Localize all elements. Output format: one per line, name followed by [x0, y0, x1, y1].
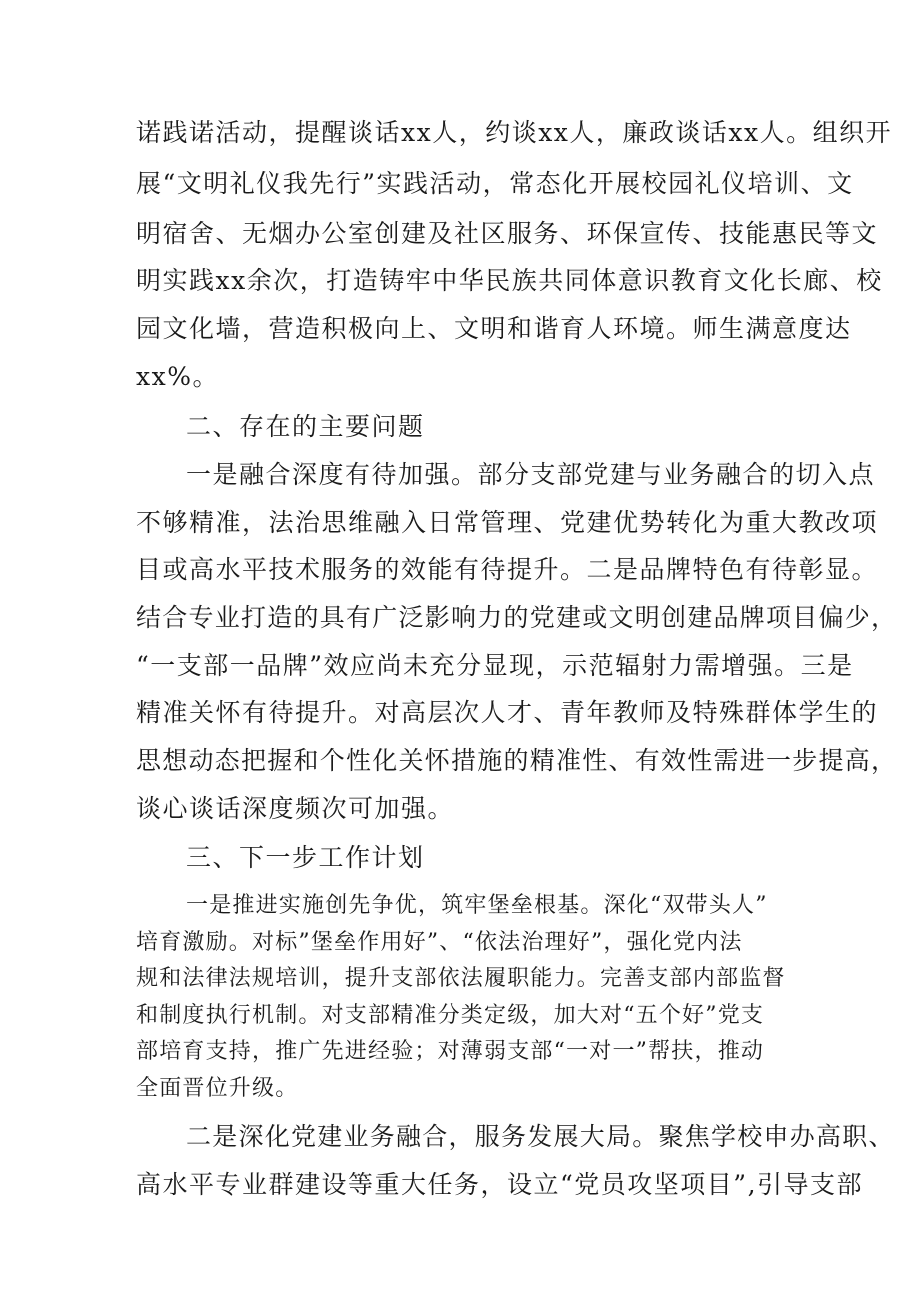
- section-heading-problems: 二、存在的主要问题: [186, 412, 425, 441]
- section-heading-next-steps: 三、下一步工作计划: [186, 843, 425, 872]
- text-line: 一是推进实施创先争优，筑牢堡垒根基。深化“双带头人”: [186, 893, 768, 918]
- text-line: 目或高水平技术服务的效能有待提升。二是品牌特色有待彰显。: [136, 555, 879, 584]
- text-line: 培育激励。对标”堡垒作用好”、“依法治理好”，强化党内法: [136, 930, 743, 955]
- text-line: 部培育支持，推广先进经验；对薄弱支部“一对一”帮扶，推动: [136, 1039, 765, 1064]
- text-line: 精准关怀有待提升。对高层次人才、青年教师及特殊群体学生的: [136, 698, 879, 727]
- text-line: 和制度执行机制。对支部精准分类定级，加大对“五个好”党支: [136, 1003, 765, 1028]
- text-line: 谈心谈话深度频次可加强。: [136, 794, 455, 823]
- text-line: 展“文明礼仪我先行”实践活动，常态化开展校园礼仪培训、文: [136, 169, 854, 198]
- text-line: 二是深化党建业务融合，服务发展大局。聚焦学校申办高职、: [186, 1122, 895, 1151]
- text-line: 高水平专业群建设等重大任务，设立“党员攻坚项目”,引导支部: [136, 1170, 864, 1199]
- text-line: 全面晋位升级。: [136, 1076, 299, 1101]
- text-line: 结合专业打造的具有广泛影响力的党建或文明创建品牌项目偏少，: [136, 603, 898, 632]
- text-line: 园文化墙，营造积极向上、文明和谐育人环境。师生满意度达: [136, 314, 852, 343]
- text-line: 不够精准，法治思维融入日常管理、党建优势转化为重大教改项: [136, 508, 879, 537]
- text-line: xx%。: [136, 362, 219, 391]
- text-line: 规和法律法规培训，提升支部依法履职能力。完善支部内部监督: [136, 966, 786, 991]
- text-line: 明实践xx余次，打造铸牢中华民族共同体意识教育文化长廊、校: [136, 266, 883, 295]
- text-line: 明宿舍、无烟办公室创建及社区服务、环保宣传、技能惠民等文: [136, 219, 879, 248]
- text-line: 思想动态把握和个性化关怀措施的精准性、有效性需进一步提高，: [136, 746, 898, 775]
- text-line: 诺践诺活动，提醒谈话xx人，约谈xx人，廉政谈话xx人。组织开: [136, 118, 893, 147]
- text-line: “一支部一品牌”效应尚未充分显现，示范辐射力需增强。三是: [136, 651, 854, 680]
- text-line: 一是融合深度有待加强。部分支部党建与业务融合的切入点: [186, 460, 876, 489]
